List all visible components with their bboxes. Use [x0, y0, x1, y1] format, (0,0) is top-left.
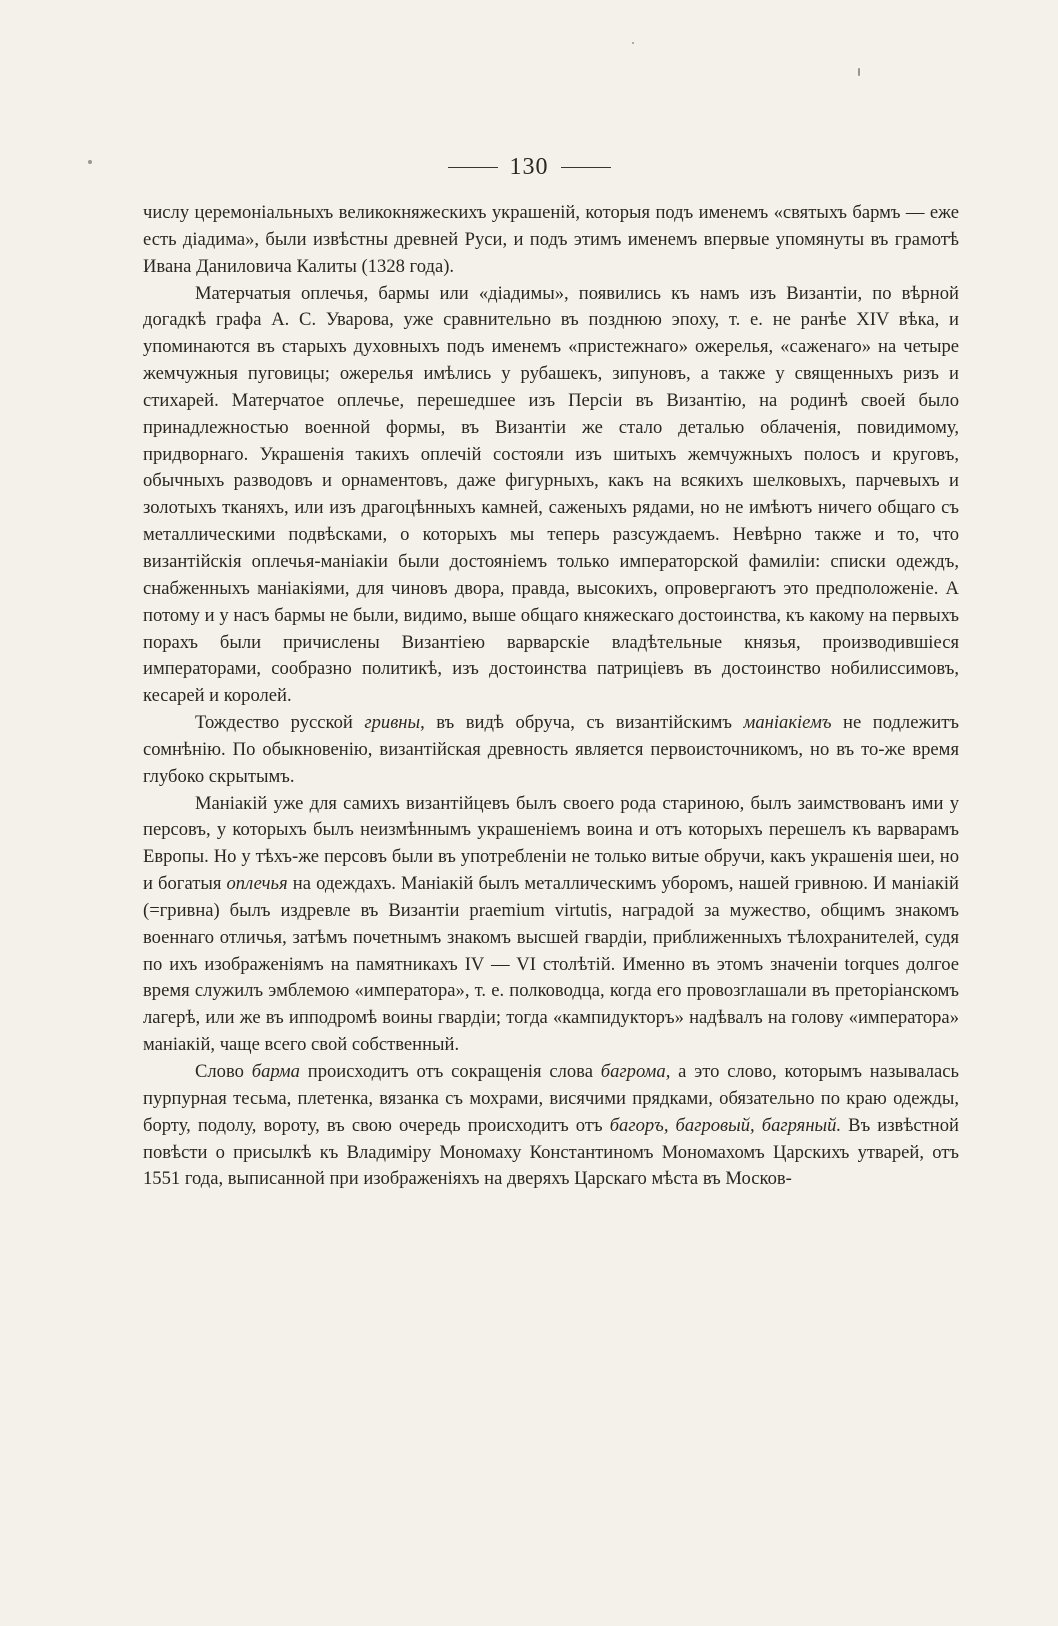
paper-speck	[632, 42, 634, 44]
paragraph	[143, 791, 959, 1059]
text-run: а это слово, которымъ называлась пурпурная тесьма, плетенка, вязанка съ мохрами, висячими прядками, обязательно по краю одежды, борту, подолу, вороту, въ свою очередь происходитъ отъ	[143, 1061, 960, 1136]
text-run: числу церемоніальныхъ великокняжескихъ украшеній, которыя подъ именемъ «святыхъ бармъ — еже есть діадима», были извѣстны древней Руси, и подъ этимъ именемъ впервые упомянуты въ грамотѣ Ивана Даниловича Калиты (1328 года).	[143, 202, 959, 277]
page-header	[0, 152, 1058, 182]
text-run: Въ извѣстной повѣсти о присылкѣ къ Владиміру Мономаху Константиномъ Мономахомъ Царскихъ утварей, отъ 1551 года, выписанной при изображеніяхъ на дверяхъ Царскаго мѣста въ Москов-	[143, 1114, 960, 1190]
text-run: , въ видѣ обруча, съ византійскимъ	[420, 712, 744, 734]
italic-term: барма	[251, 1061, 300, 1082]
text-run: на одеждахъ. Маніакій былъ металлическимъ уборомъ, нашей гривною. И маніакій (=гривна) былъ издревле въ Византіи praemium virtutis, наградой за мужество, общимъ знакомъ военнаго отличья, затѣмъ почетнымъ знакомъ высшей гвардіи, приближенныхъ тѣлохранителей, судя по ихъ изображеніямъ на памятникахъ IV — VI столѣтій. Именно въ этомъ значеніи torques долгое время служилъ эмблемою «императора», т. е. полководца, когда его провозглашали въ преторіанскомъ лагерѣ, или же въ ипподромѣ воины гвардіи; тогда «кампидукторъ» надѣвалъ на голову «императора» маніакій, чаще всего свой собственный.	[143, 873, 960, 1056]
body-text	[143, 200, 959, 1193]
italic-term: гривны	[364, 712, 421, 734]
header-rule-left	[448, 167, 498, 168]
italic-term: багрома,	[600, 1061, 671, 1082]
paragraph	[143, 281, 959, 711]
paper-speck	[88, 160, 92, 164]
header-rule-right	[561, 167, 611, 168]
text-run: не подлежитъ сомнѣнію. По обыкновенію, византійская древность является первоисточникомъ, но въ то-же время глубоко скрытымъ.	[143, 712, 959, 787]
text-run: Тождество русской	[195, 712, 365, 734]
text-run: Матерчатыя оплечья, бармы или «діадимы», появились къ намъ изъ Византіи, по вѣрной догадкѣ графа А. С. Уварова, уже сравнительно въ позднюю эпоху, т. е. не ранѣе XIV вѣка, и упоминаются въ старыхъ духовныхъ подъ именемъ «пристежнаго» ожерелья, «саженаго» на четыре жемчужныя пуговицы; ожерелья имѣлись у рубашекъ, зипуновъ, а также у священныхъ ризъ и стихарей. Матерчатое оплечье, перешедшее изъ Персіи въ Византію, на родинѣ своей было принадлежностью военной формы, въ Византіи же стало деталью облаченія, повидимому, придворнаго. Украшенія такихъ оплечій состояли изъ шитыхъ жемчужныхъ полосъ и круговъ, обычныхъ разводовъ и орнаментовъ, даже фигурныхъ, какъ на всякихъ шелковыхъ, парчевыхъ и золотыхъ тканяхъ, или изъ драгоцѣнныхъ камней, саженыхъ рядами, но не имѣютъ ничего общаго съ металлическими подвѣсками, о которыхъ мы теперь разсуждаемъ. Невѣрно также и то, что византійскія оплечья-маніакіи были достояніемъ только императорской фамиліи: списки одеждъ, снабженныхъ маніакіями, для чиновъ двора, правда, высокихъ, опровергаютъ это предположеніе. А потому и у насъ бармы не были, видимо, выше общаго княжескаго достоинства, къ какому на первыхъ порахъ были причислены Византіею варварскіе владѣтельные князья, производившіеся императорами, сообразно политикѣ, изъ достоинства патриціевъ въ достоинство нобилиссимовъ, кесарей и королей.	[143, 282, 959, 707]
paragraph	[143, 710, 959, 791]
text-run: Маніакій уже для самихъ византійцевъ былъ своего рода стариною, былъ заимствованъ ими у персовъ, у которыхъ былъ неизмѣннымъ украшеніемъ воина и отъ которыхъ перешелъ къ варварамъ Европы. Но у тѣхъ-же персовъ были въ употребленіи не только витые обручи, какъ украшенія шеи, но и богатыя	[143, 792, 959, 895]
paragraph	[143, 1059, 959, 1193]
paragraph	[143, 200, 959, 281]
paper-speck	[858, 68, 860, 76]
text-run: происходитъ отъ сокращенія слова	[299, 1061, 601, 1082]
italic-term: багоръ, багровый, багряный.	[609, 1114, 842, 1136]
italic-term: оплечья	[226, 873, 288, 895]
italic-term: маніакіемъ	[743, 712, 832, 734]
text-run: Слово	[195, 1061, 252, 1082]
page-number: 130	[509, 154, 549, 180]
